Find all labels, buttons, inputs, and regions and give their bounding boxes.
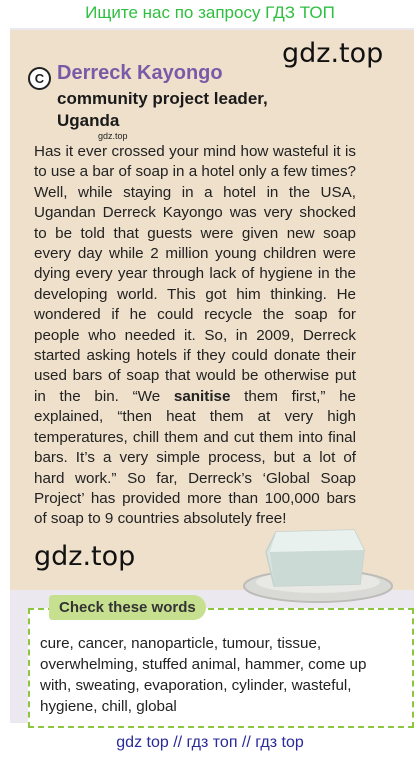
soap-bar-image: [236, 522, 396, 612]
top-banner: Ищите нас по запросу ГДЗ ТОП: [85, 3, 335, 22]
person-name: Derreck Kayongo: [57, 62, 223, 84]
section-badge: C: [28, 67, 51, 90]
person-role: community project leader, Uganda: [57, 89, 268, 130]
check-words-list: cure, cancer, nanoparticle, tumour, tissue, overwhelming, stuffed animal, hammer, come up with, sweating, evaporation, cylinder, wasteful, hygiene, chill, global: [40, 635, 367, 715]
check-words-title: Check these words: [49, 595, 206, 620]
article-text-part2: them first,” he explained, “then heat them at very high temperatures, chill them and cut them into final bars. It’s a very simple process, but a lot of hard work.” So far, Derreck’s ‘Global Soap Project’ has provided more than 100,000 bars of soap to 9 countries absolutely free!: [34, 387, 356, 528]
highlighted-word: sanitise: [173, 387, 231, 405]
watermark-top: gdz.top: [282, 38, 384, 69]
watermark-small: gdz.top: [98, 131, 128, 141]
article-body: [34, 142, 356, 530]
watermark-mid: gdz.top: [34, 541, 136, 572]
footer-links: gdz top // гдз топ // гдз top: [116, 734, 304, 751]
article-text-part1: Has it ever crossed your mind how wasteful it is to use a bar of soap in a hotel only a few times? Well, while staying in a hotel in the USA, Ugandan Derreck Kayongo was very shocked to be told that guests were given new soap every day while 2 million young children were dying every year through lack of hygiene in the developing world. This got him thinking. He wondered if he could recycle the soap for people who needed it. So, in 2009, Derreck started asking hotels if they could donate their used bars of soap that would be otherwise put in the bin. “We: [34, 143, 356, 405]
